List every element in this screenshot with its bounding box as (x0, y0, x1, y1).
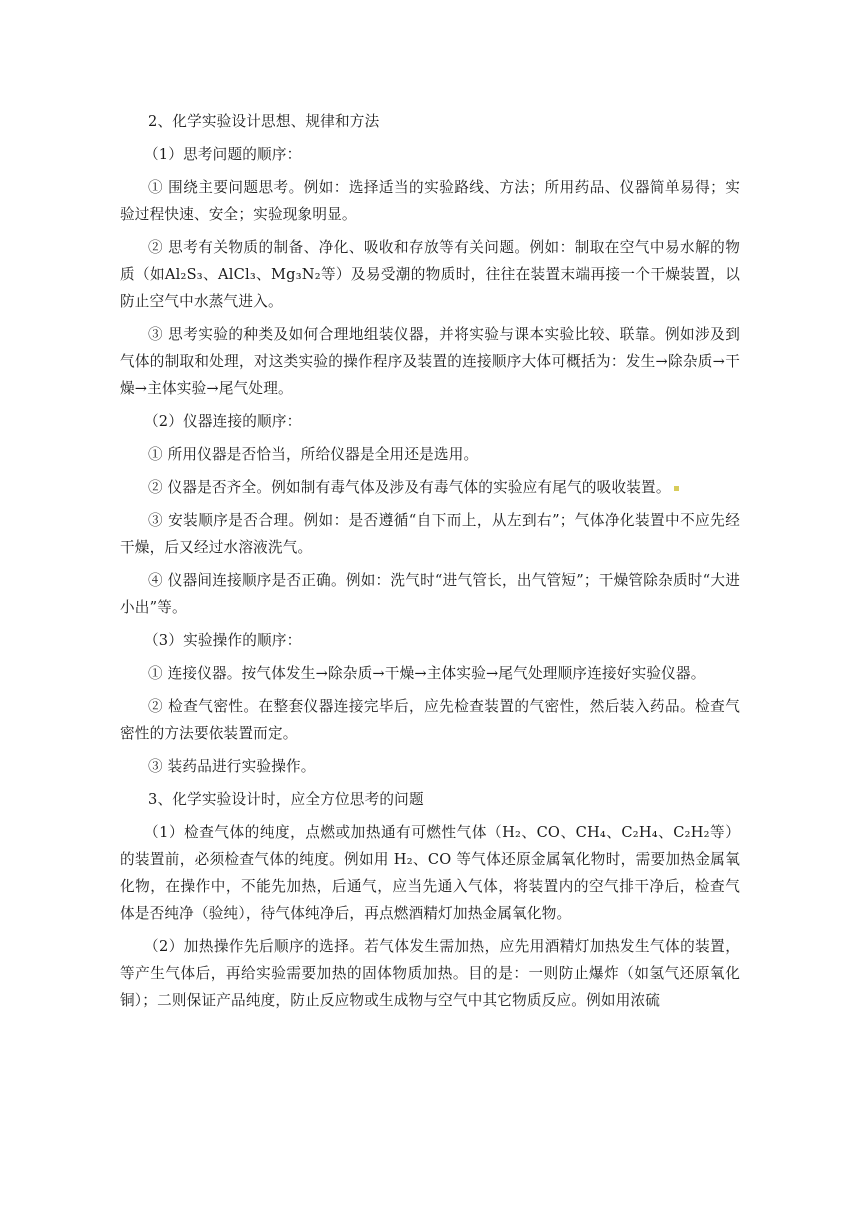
paragraph-item: （1）检查气体的纯度，点燃或加热通有可燃性气体（H₂、CO、CH₄、C₂H₄、C₂H₂等）的装置前，必须检查气体的纯度。例如用 H₂、CO 等气体还原金属氧化物时，需要加热金属氧化物，在操作中，不能先加热，后通气，应当先通入气体，将装置内的空气排干净后，检查气体是否纯净（验纯），待气体纯净后，再点燃酒精灯加热金属氧化物。 (120, 824, 740, 922)
subheading-connection-order: （2）仪器连接的顺序： (144, 413, 302, 430)
paragraph-item: ④ 仪器间连接顺序是否正确。例如：洗气时“进气管长，出气管短”；干燥管除杂质时“大进小出”等。 (120, 572, 740, 616)
paragraph-item: ① 围绕主要问题思考。例如：选择适当的实验路线、方法；所用药品、仪器简单易得；实验过程快速、安全；实验现象明显。 (120, 179, 740, 223)
paragraph-item: ① 所用仪器是否恰当，所给仪器是全用还是选用。 (148, 446, 479, 463)
subheading-thinking-order: （1）思考问题的顺序： (144, 146, 302, 163)
paragraph-item: ② 检查气密性。在整套仪器连接完毕后，应先检查装置的气密性，然后装入药品。检查气密性的方法要依装置而定。 (120, 698, 740, 742)
paragraph-item: ② 思考有关物质的制备、净化、吸收和存放等有关问题。例如：制取在空气中易水解的物质（如Al₂S₃、AlCl₃、Mg₃N₂等）及易受潮的物质时，往往在装置末端再接一个干燥装置，以防止空气中水蒸气进入。 (120, 239, 740, 310)
paragraph-text: ② 仪器是否齐全。例如制有毒气体及涉及有毒气体的实验应有尾气的吸收装置。 (148, 479, 671, 496)
document-body (120, 108, 740, 1020)
paragraph-item (120, 474, 740, 501)
section-heading-2: 2、化学实验设计思想、规律和方法 (148, 113, 380, 130)
paragraph-item: ③ 思考实验的种类及如何合理地组装仪器，并将实验与课本实验比较、联靠。例如涉及到气体的制取和处理，对这类实验的操作程序及装置的连接顺序大体可概括为：发生→除杂质→干燥→主体实验→尾气处理。 (120, 326, 740, 397)
paragraph-item: ① 连接仪器。按气体发生→除杂质→干燥→主体实验→尾气处理顺序连接好实验仪器。 (148, 665, 706, 682)
edit-mark-icon (674, 486, 679, 491)
paragraph-item: （2）加热操作先后顺序的选择。若气体发生需加热，应先用酒精灯加热发生气体的装置，等产生气体后，再给实验需要加热的固体物质加热。目的是：一则防止爆炸（如氢气还原氧化铜）；二则保证产品纯度，防止反应物或生成物与空气中其它物质反应。例如用浓硫 (120, 938, 740, 1009)
section-heading-3: 3、化学实验设计时，应全方位思考的问题 (148, 791, 424, 808)
subheading-operation-order: （3）实验操作的顺序： (144, 632, 302, 649)
paragraph-item: ③ 安装顺序是否合理。例如：是否遵循“自下而上，从左到右”；气体净化装置中不应先经干燥，后又经过水溶液洗气。 (120, 512, 740, 556)
paragraph-item: ③ 装药品进行实验操作。 (148, 758, 316, 775)
